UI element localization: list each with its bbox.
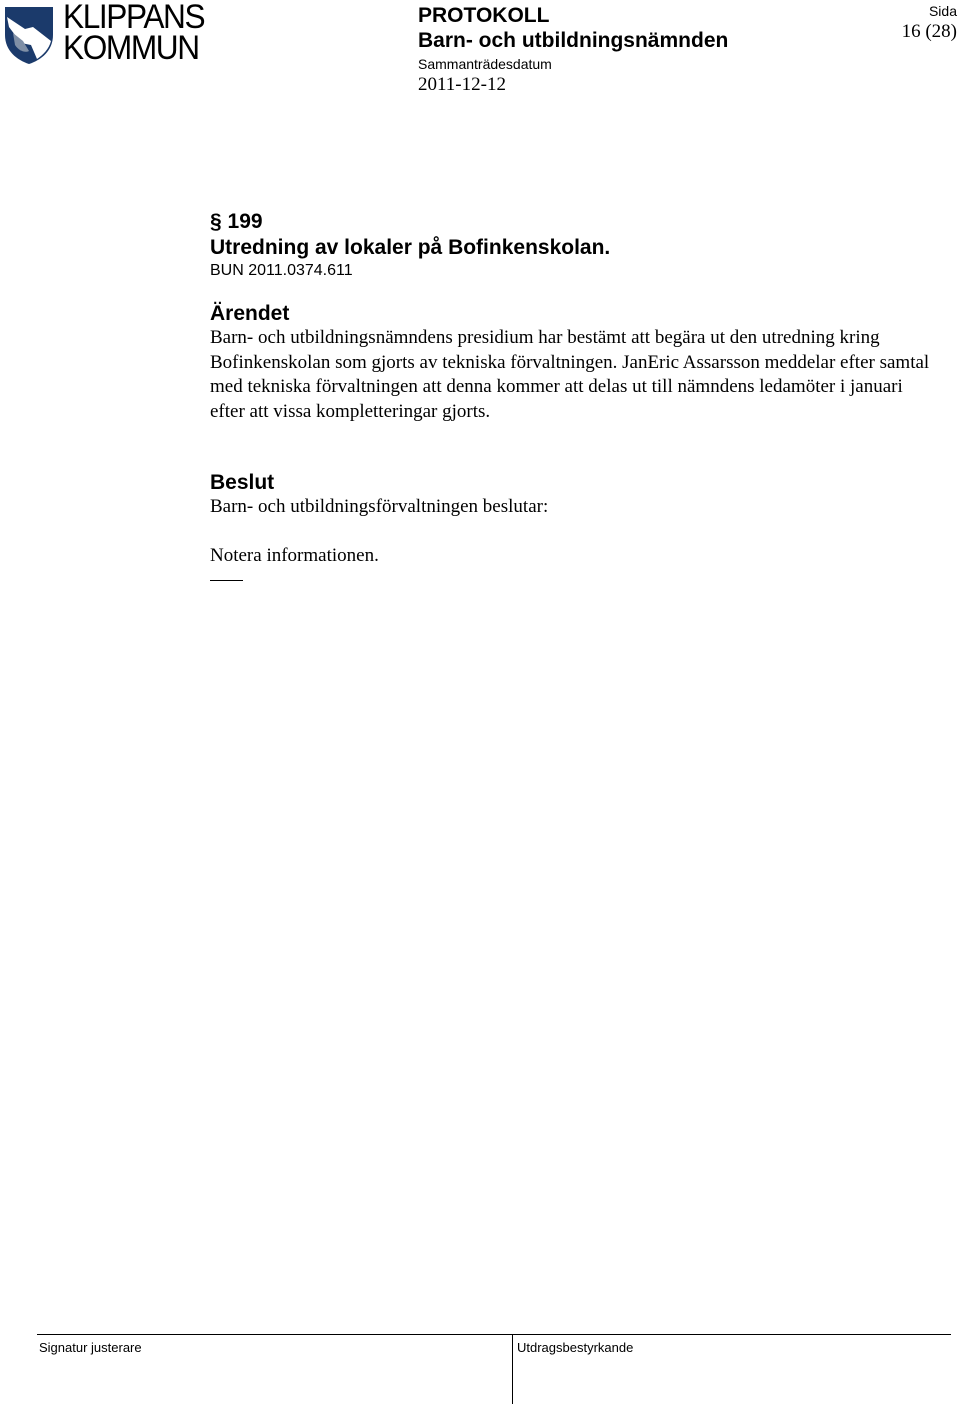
logo-line-2: KOMMUN	[63, 29, 199, 67]
committee-name: Barn- och utbildningsnämnden	[418, 29, 729, 52]
meeting-date: 2011-12-12	[418, 74, 506, 95]
page-number: 16 (28)	[901, 21, 957, 42]
meeting-date-label: Sammanträdesdatum	[418, 56, 552, 72]
document-type: PROTOKOLL	[418, 4, 550, 27]
arendet-heading: Ärendet	[210, 302, 290, 325]
coat-of-arms-icon	[3, 5, 55, 65]
arendet-text: Barn- och utbildningsnämndens presidium har bestämt att begära ut den utredning kring Bofinkenskolan som gjorts av tekniska förvaltningen. JanEric Assarsson meddelar efter samtal med tekniska förvaltningen att denna kommer att delas ut till nämndens ledamöter i januari efter att vissa kompletteringar gjorts.	[210, 327, 930, 422]
spacer	[210, 520, 940, 544]
footer-divider	[512, 1334, 513, 1404]
logo-line-1: KLIPPANS	[63, 0, 205, 36]
footer-rule	[37, 1334, 951, 1335]
page-number-block	[902, 2, 957, 43]
page-label: Sida	[928, 3, 957, 19]
end-rule	[210, 580, 243, 581]
case-number: BUN 2011.0374.611	[210, 262, 353, 279]
signature-label: Signatur justerare	[39, 1340, 142, 1355]
beslut-decision: Notera informationen.	[210, 544, 379, 566]
beslut-intro: Barn- och utbildningsförvaltningen beslutar:	[210, 496, 549, 517]
section-number: § 199	[210, 210, 263, 233]
logo-wordmark	[63, 0, 205, 67]
document-body	[210, 209, 940, 581]
document-header	[418, 4, 728, 96]
extract-label: Utdragsbestyrkande	[517, 1340, 634, 1355]
beslut-heading: Beslut	[210, 471, 275, 494]
municipality-logo	[3, 0, 215, 67]
section-title: Utredning av lokaler på Bofinkenskolan.	[210, 236, 611, 259]
